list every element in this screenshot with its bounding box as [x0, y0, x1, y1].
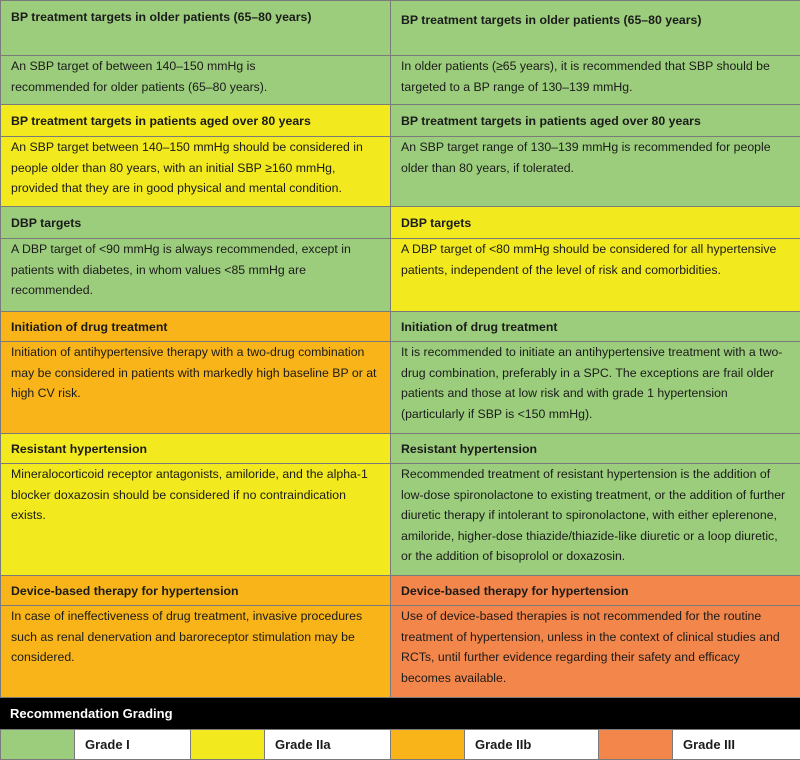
left-section-title: Device-based therapy for hypertension [1, 576, 391, 606]
right-section-title: Initiation of drug treatment [391, 312, 800, 342]
left-section-text: An SBP target between 140–150 mmHg should be considered in people older than 80 years, with an initial SBP ≥160 mmHg, provided that they are in good physical and mental condition. [1, 137, 391, 207]
left-section-text: An SBP target of between 140–150 mmHg is recommended for older patients (65–80 years). [1, 56, 391, 105]
right-section-title: DBP targets [391, 207, 800, 239]
left-section-text: Mineralocorticoid receptor antagonists, amiloride, and the alpha-1 blocker doxazosin should be considered if no contraindication exists. [1, 464, 391, 576]
right-section-text: In older patients (≥65 years), it is recommended that SBP should be targeted to a BP range of 130–139 mmHg. [391, 56, 800, 105]
right-section-title: Device-based therapy for hypertension [391, 576, 800, 606]
grade-iib-swatch [391, 730, 465, 760]
left-section-text: Initiation of antihypertensive therapy with a two-drug combination may be considered in patients with markedly high baseline BP or at high CV risk. [1, 342, 391, 434]
left-section-text: In case of ineffectiveness of drug treatment, invasive procedures such as renal denervation and baroreceptor stimulation may be considered. [1, 606, 391, 698]
right-section-text: Use of device-based therapies is not recommended for the routine treatment of hypertension, unless in the context of clinical studies and RCTs, until further evidence regarding their safety and efficacy becomes available. [391, 606, 800, 698]
grade-iii-label: Grade III [673, 730, 800, 760]
grade-iib-label: Grade IIb [465, 730, 599, 760]
grade-iia-label: Grade IIa [265, 730, 391, 760]
left-section-title: DBP targets [1, 207, 391, 239]
right-section-title: BP treatment targets in older patients (65–80 years) [391, 1, 800, 56]
right-section-text: An SBP target range of 130–139 mmHg is recommended for people older than 80 years, if tolerated. [391, 137, 800, 207]
left-section-title: BP treatment targets in older patients (65–80 years) [1, 1, 391, 56]
left-section-title: Initiation of drug treatment [1, 312, 391, 342]
grade-i-label: Grade I [75, 730, 191, 760]
left-section-text: A DBP target of <90 mmHg is always recommended, except in patients with diabetes, in whom values <85 mmHg are recommended. [1, 239, 391, 312]
right-section-text: Recommended treatment of resistant hypertension is the addition of low-dose spironolactone to existing treatment, or the addition of further diuretic therapy if intolerant to spironolactone, with either eplerenone, amiloride, higher-dose thiazide/thiazide-like diuretic or a loop diuretic, or the addition of bisoprolol or doxazosin. [391, 464, 800, 576]
grade-i-swatch [1, 730, 75, 760]
grade-iia-swatch [191, 730, 265, 760]
right-section-title: BP treatment targets in patients aged over 80 years [391, 105, 800, 137]
grade-iii-swatch [599, 730, 673, 760]
right-section-title: Resistant hypertension [391, 434, 800, 464]
right-section-text: A DBP target of <80 mmHg should be considered for all hypertensive patients, independent of the level of risk and comorbidities. [391, 239, 800, 312]
left-section-title: BP treatment targets in patients aged over 80 years [1, 105, 391, 137]
left-section-title: Resistant hypertension [1, 434, 391, 464]
legend-title: Recommendation Grading [0, 698, 800, 729]
grading-legend [0, 729, 800, 760]
right-section-text: It is recommended to initiate an antihypertensive treatment with a two-drug combination, preferably in a SPC. The exceptions are frail older patients and those at low risk and with grade 1 hypertension (particularly if SBP is <150 mmHg). [391, 342, 800, 434]
